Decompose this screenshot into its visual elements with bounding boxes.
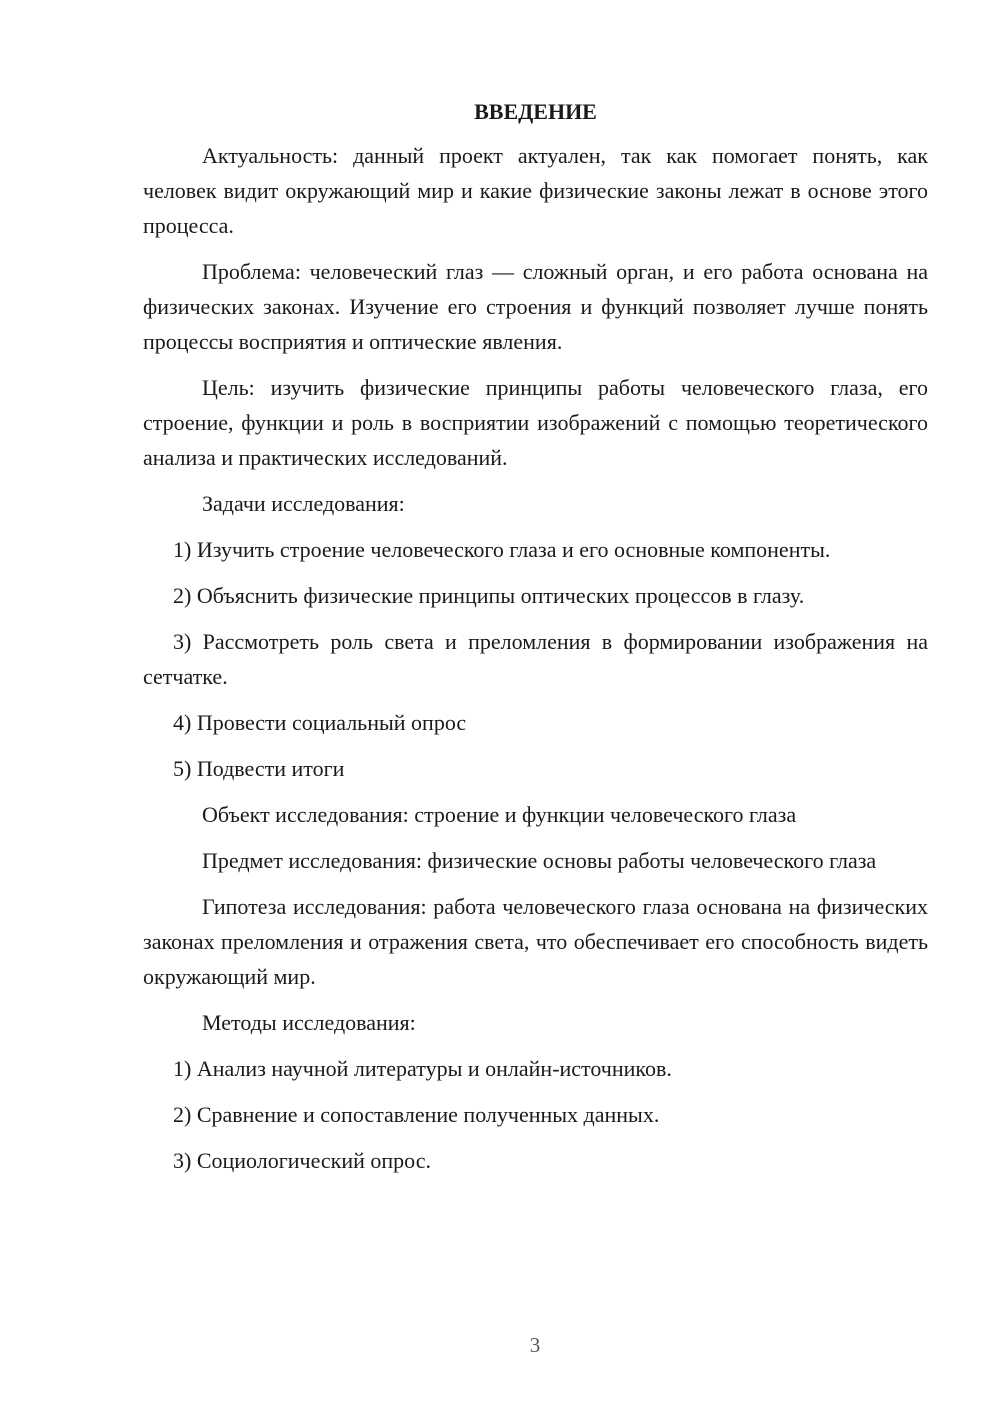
paragraph-hypothesis: Гипотеза исследования: работа человеческого глаза основана на физических законах преломления и отражения света, что обеспечивает его способность видеть окружающий мир. (143, 894, 928, 989)
task-item: 2) Объяснить физические принципы оптических процессов в глазу. (173, 583, 805, 608)
methods-heading: Методы исследования: (202, 1010, 416, 1035)
paragraph-goal: Цель: изучить физические принципы работы человеческого глаза, его строение, функции и роль в восприятии изображений с помощью теоретического анализа и практических исследований. (143, 375, 928, 470)
paragraph-subject: Предмет исследования: физические основы работы человеческого глаза (202, 848, 877, 873)
section-title: ВВЕДЕНИЕ (474, 99, 597, 124)
page-number: 3 (529, 1333, 541, 1357)
tasks-heading: Задачи исследования: (202, 491, 405, 516)
page-content (143, 96, 928, 1189)
task-item: 4) Провести социальный опрос (173, 710, 467, 735)
paragraph-problem: Проблема: человеческий глаз — сложный орган, и его работа основана на физических законах. Изучение его строения и функций позволяет лучше понять процессы восприятия и оптические явления. (143, 259, 928, 354)
method-item: 3) Социологический опрос. (173, 1148, 431, 1173)
task-item: 1) Изучить строение человеческого глаза и его основные компоненты. (173, 537, 831, 562)
task-item: 3) Рассмотреть роль света и преломления в формировании изображения на сетчатке. (143, 629, 928, 689)
method-item: 1) Анализ научной литературы и онлайн-источников. (173, 1056, 672, 1081)
paragraph-relevance: Актуальность: данный проект актуален, так как помогает понять, как человек видит окружающий мир и какие физические законы лежат в основе этого процесса. (143, 143, 928, 238)
task-item: 5) Подвести итоги (173, 756, 345, 781)
method-item: 2) Сравнение и сопоставление полученных данных. (173, 1102, 660, 1127)
paragraph-object: Объект исследования: строение и функции человеческого глаза (202, 802, 797, 827)
